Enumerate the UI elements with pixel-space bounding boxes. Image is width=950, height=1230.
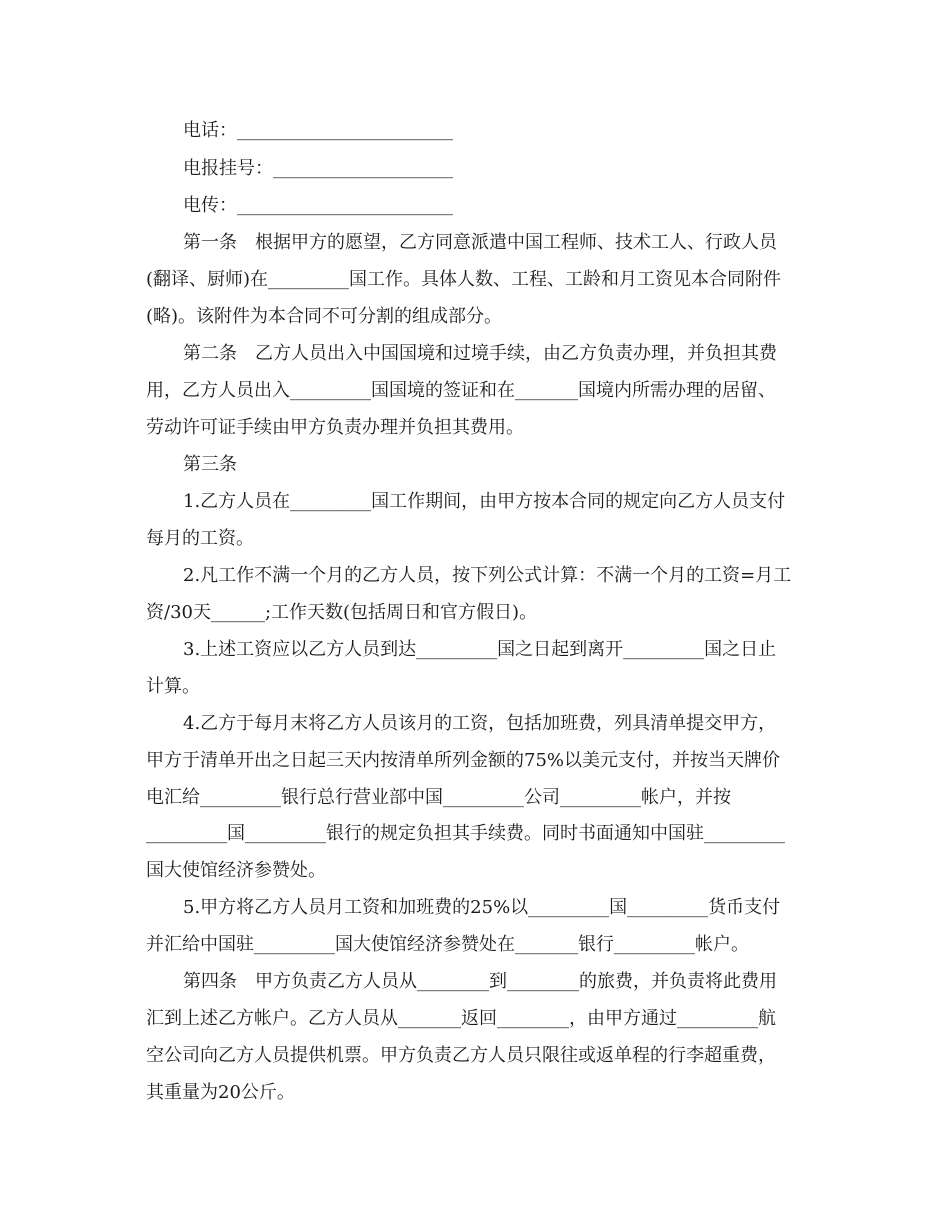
phone-line: 电话：________________________ — [183, 120, 453, 141]
clause-3-line-2: 计算。 — [146, 676, 200, 697]
clause-4-line-1: 4.乙方于每月末将乙方人员该月的工资，包括加班费，列具清单提交甲方， — [183, 713, 777, 734]
clause-4-line-4: _________国_________银行的规定负担其手续费。同时书面通知中国驻_________ — [146, 823, 785, 844]
clause-2-line-2: 资/30天______;工作天数(包括周日和官方假日)。 — [146, 602, 538, 623]
fax-line: 电传：________________________ — [183, 195, 453, 216]
article-4-line-4: 其重量为20公斤。 — [146, 1082, 295, 1103]
clause-4-line-2: 甲方于清单开出之日起三天内按清单所列金额的75%以美元支付，并按当天牌价 — [146, 750, 781, 771]
clause-1-line-1: 1.乙方人员在_________国工作期间，由甲方按本合同的规定向乙方人员支付 — [183, 491, 786, 512]
clause-4-line-3: 电汇给_________银行总行营业部中国_________公司_________帐户，并按 — [146, 787, 731, 808]
article-2-line-1: 第二条 乙方人员出入中国国境和过境手续，由乙方负责办理，并负担其费 — [183, 343, 777, 364]
clause-1-line-2: 每月的工资。 — [146, 528, 254, 549]
clause-5-line-2: 并汇给中国驻_________国大使馆经济参赞处在_______银行_________帐户。 — [146, 934, 749, 955]
article-1-line-2: (翻译、厨师)在_________国工作。具体人数、工程、工龄和月工资见本合同附件 — [146, 269, 782, 290]
clause-5-line-1: 5.甲方将乙方人员月工资和加班费的25%以_________国_________货币支付 — [183, 897, 781, 918]
article-4-line-1: 第四条 甲方负责乙方人员从________到________的旅费，并负责将此费用 — [183, 971, 777, 992]
article-2-line-3: 劳动许可证手续由甲方负责办理并负担其费用。 — [146, 417, 524, 438]
article-1-line-3: (略)。该附件为本合同不可分割的组成部分。 — [146, 306, 503, 327]
telegram-line: 电报挂号：____________________ — [183, 158, 453, 179]
article-2-line-2: 用，乙方人员出入_________国国境的签证和在_______国境内所需办理的居留、 — [146, 380, 776, 401]
clause-4-line-5: 国大使馆经济参赞处。 — [146, 860, 326, 881]
article-1-line-1: 第一条 根据甲方的愿望，乙方同意派遣中国工程师、技术工人、行政人员 — [183, 232, 777, 253]
article-3-heading: 第三条 — [183, 454, 237, 475]
article-4-line-2: 汇到上述乙方帐户。乙方人员从_______返回________，由甲方通过_________航 — [146, 1008, 776, 1029]
article-4-line-3: 空公司向乙方人员提供机票。甲方负责乙方人员只限往或返单程的行李超重费， — [146, 1045, 776, 1066]
clause-3-line-1: 3.上述工资应以乙方人员到达_________国之日起到离开_________国之日止 — [183, 639, 777, 660]
clause-2-line-1: 2.凡工作不满一个月的乙方人员，按下列公式计算：不满一个月的工资=月工 — [183, 565, 792, 586]
